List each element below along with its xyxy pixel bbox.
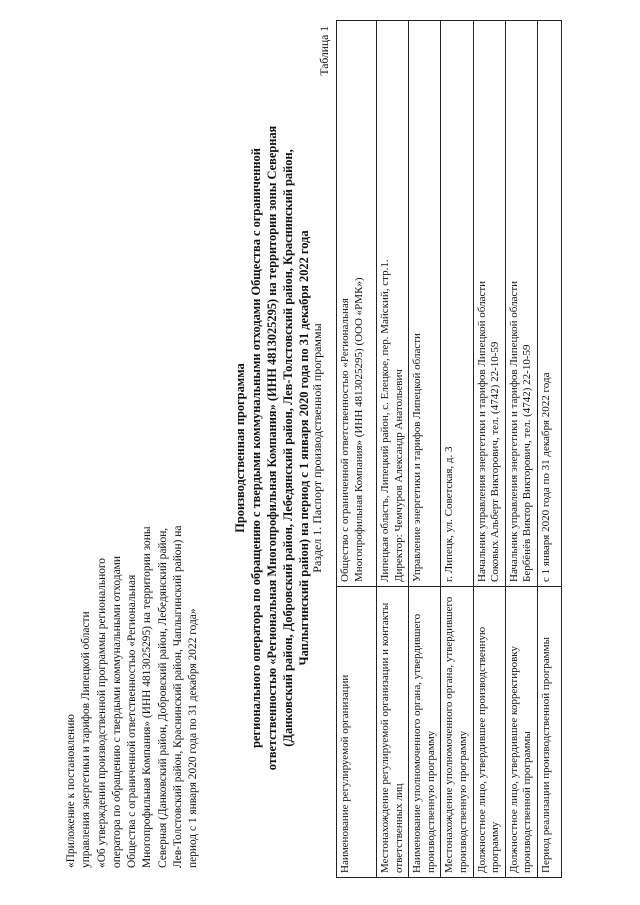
row-label: Наименование регулируемой организации <box>337 587 377 878</box>
table-row <box>337 21 377 878</box>
row-value-line: Начальник управления энергетики и тарифов Липецкой области <box>475 280 488 582</box>
appendix-note <box>64 28 202 868</box>
table-row <box>537 21 561 878</box>
row-value-line: Общество с ограниченной ответственностью «Региональная <box>339 298 351 582</box>
row-label: Местонахождение уполномоченного органа, утвердившего производственную программу <box>441 587 473 878</box>
row-value <box>337 21 377 587</box>
title-line: (Данковский район, Добровский район, Лебедянский район, Лев-Толстовский район, Краснинский район, <box>281 149 295 747</box>
title-line: ответственностью «Региональная Многопрофильная Компания» (ИНН 4813025295) на территории зоны Северная <box>265 125 279 771</box>
row-value-line: Начальник управления энергетики и тарифов Липецкой области <box>507 280 520 582</box>
appendix-line: Северная (Данковский район, Добровский район, Лебедянский район, <box>156 527 169 868</box>
table-row <box>441 21 473 878</box>
row-label: Должностное лицо, утвердившее производственную программу <box>473 587 505 878</box>
row-value <box>537 21 561 587</box>
row-value <box>473 21 505 587</box>
appendix-line: оператора по обращению с твердыми коммунальными отходами <box>110 556 123 868</box>
table-label: Таблица 1 <box>318 26 331 76</box>
table-row <box>505 21 537 878</box>
row-value <box>505 21 537 587</box>
row-value-line: Многопрофильная Компания» (ИНН 4813025295) (ООО «РМК») <box>352 277 365 582</box>
row-value-line: Управление энергетики и тарифов Липецкой области <box>411 333 424 582</box>
row-value-line: г. Липецк, ул. Советская, д. 3 <box>443 446 456 582</box>
appendix-line: Многопрофильная Компания» (ИНН 4813025295) на территории зоны <box>141 526 154 868</box>
section-title: Раздел 1. Паспорт производственной программы <box>310 323 324 573</box>
row-value-line: с 1 января 2020 года по 31 декабря 2022 года <box>539 372 552 582</box>
row-value-line: Липецкая область, Липецкий район, с. Елецкое, пер. Майский, стр.1. <box>379 259 391 582</box>
row-value-line: Директор: Чемчуров Александр Анатольевич <box>392 369 405 582</box>
table-row <box>473 21 505 878</box>
row-value-line: Бербёнёв Виктор Викторович, тел. (4742) 22-10-59 <box>521 344 534 582</box>
title-line: Производственная программа <box>233 363 247 533</box>
appendix-line: управления энергетики и тарифов Липецкой области <box>80 611 93 868</box>
row-value <box>377 21 409 587</box>
row-label: Местонахождение регулируемой организации и контакты ответственных лиц <box>377 587 409 878</box>
title-line: Чаплыгинский район) на период с 1 января 2020 года по 31 декабря 2022 года <box>297 230 311 666</box>
document-page <box>14 8 634 888</box>
row-label: Наименование уполномоченного органа, утвердившего производственную программу <box>409 587 441 878</box>
row-value <box>441 21 473 587</box>
table-row <box>377 21 409 878</box>
row-label: Должностное лицо, утвердившее корректировку производственной программы <box>505 587 537 878</box>
row-value-line: Соковых Альберт Викторович, тел. (4742) 22-10-59 <box>489 341 502 582</box>
appendix-line: «Об утверждении производственной программы регионального <box>95 558 108 868</box>
row-value <box>409 21 441 587</box>
row-label: Период реализации производственной программы <box>537 587 561 878</box>
appendix-line: Лев-Толстовский район, Краснинский район, Чаплыгинский район) на <box>172 525 185 868</box>
passport-table <box>336 20 562 878</box>
appendix-line: Общества с ограниченной ответственностью «Региональная <box>126 574 139 868</box>
document-title <box>232 38 312 858</box>
title-line: регионального оператора по обращению с твердыми коммунальными отходами Общества с ограниченной <box>249 148 263 748</box>
appendix-line: «Приложение к постановлению <box>65 714 77 868</box>
table-row <box>409 21 441 878</box>
appendix-line: период с 1 января 2020 года по 31 декабря 2022 года» <box>187 608 200 868</box>
